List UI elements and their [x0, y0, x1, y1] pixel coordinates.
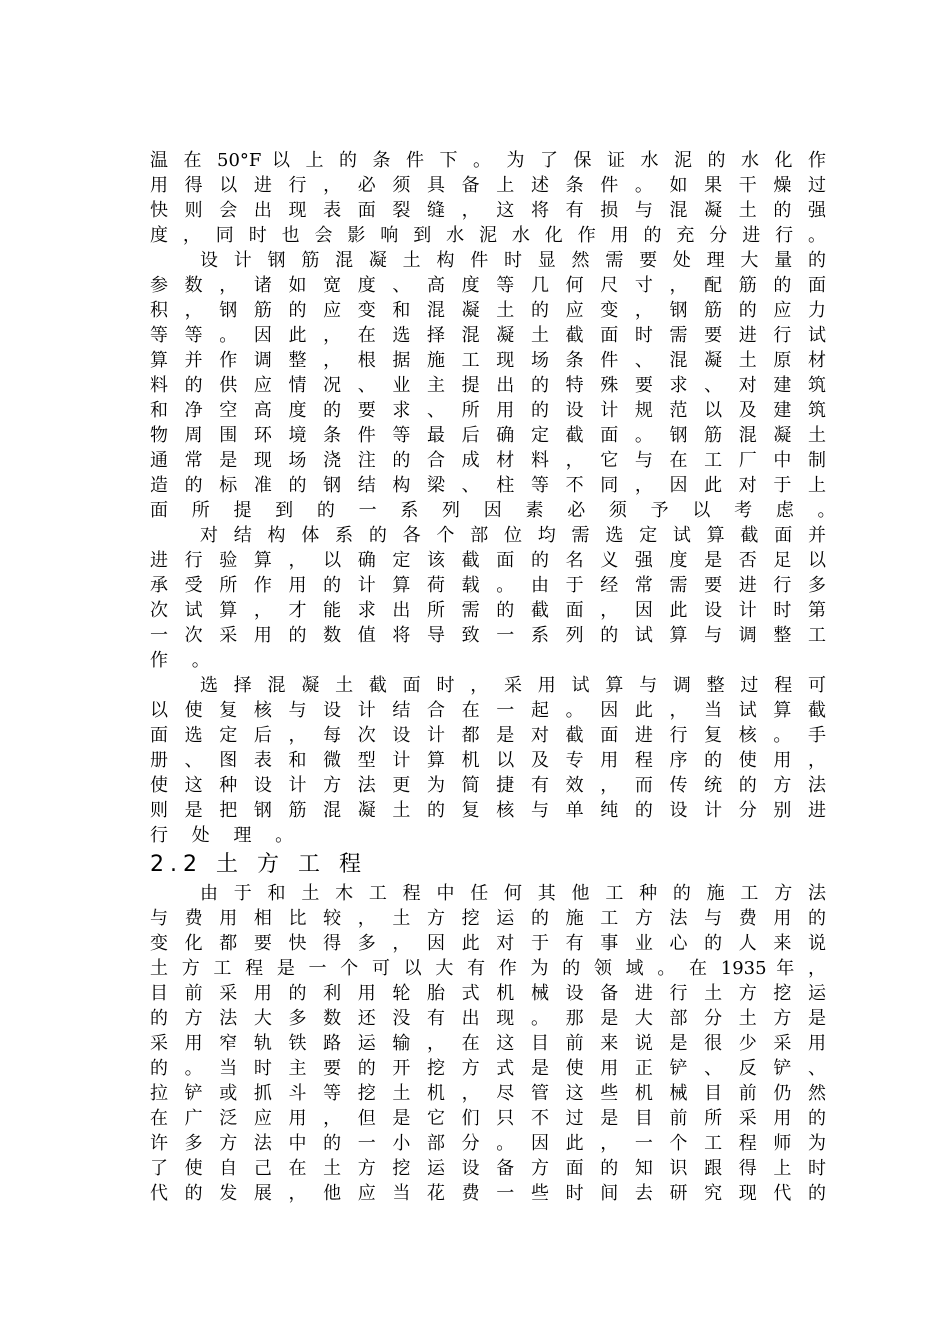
text-line: 土 方 工 程 是 一 个 可 以 大 有 作 为 的 领 域 。 在 1935 年 ， — [150, 958, 826, 979]
text-line: 度 ， 同 时 也 会 影 响 到 水 泥 水 化 作 用 的 充 分 进 行 。 — [150, 225, 826, 246]
text-line: 通 常 是 现 场 浇 注 的 合 成 材 料 ， 它 与 在 工 厂 中 制 — [150, 450, 826, 471]
text-line: 了 使 自 己 在 土 方 挖 运 设 备 方 面 的 知 识 跟 得 上 时 — [150, 1158, 826, 1179]
text-line: 变 化 都 要 快 得 多 ， 因 此 对 于 有 事 业 心 的 人 来 说 — [150, 933, 826, 954]
text-line: 许 多 方 法 中 的 一 小 部 分 。 因 此 ， 一 个 工 程 师 为 — [150, 1133, 826, 1154]
text-line: 等 等 。 因 此 ， 在 选 择 混 凝 土 截 面 时 需 要 进 行 试 — [150, 325, 826, 346]
text-line: 温 在 50°F 以 上 的 条 件 下 。 为 了 保 证 水 泥 的 水 化 作 — [150, 150, 826, 171]
text-line: 则 是 把 钢 筋 混 凝 土 的 复 核 与 单 纯 的 设 计 分 别 进 — [150, 800, 826, 821]
paragraph-design-parameters — [150, 248, 845, 523]
text-line: 拉 铲 或 抓 斗 等 挖 土 机 ， 尽 管 这 些 机 械 目 前 仍 然 — [150, 1083, 826, 1104]
text-line: 快 则 会 出 现 表 面 裂 缝 ， 这 将 有 损 与 混 凝 土 的 强 — [150, 200, 826, 221]
text-line: 册 、 图 表 和 微 型 计 算 机 以 及 专 用 程 序 的 使 用 ， — [150, 750, 826, 771]
paragraph-trial-sections — [150, 523, 826, 673]
section-heading: 2.2 土 方 工 程 — [150, 852, 367, 877]
text-line: 代 的 发 展 ， 他 应 当 花 费 一 些 时 间 去 研 究 现 代 的 — [150, 1183, 826, 1204]
text-line: 参 数 ， 诸 如 宽 度 、 高 度 等 几 何 尺 寸 ， 配 筋 的 面 — [150, 275, 826, 296]
text-line: 算 并 作 调 整 ， 根 据 施 工 现 场 条 件 、 混 凝 土 原 材 — [150, 350, 826, 371]
paragraph-review-design — [150, 673, 826, 848]
paragraph-earthwork — [150, 881, 826, 1206]
text-line: 选 择 混 凝 土 截 面 时 ， 采 用 试 算 与 调 整 过 程 可 — [200, 675, 826, 696]
text-line: 使 这 种 设 计 方 法 更 为 简 捷 有 效 ， 而 传 统 的 方 法 — [150, 775, 826, 796]
text-line: 次 试 算 ， 才 能 求 出 所 需 的 截 面 ， 因 此 设 计 时 第 — [150, 600, 826, 621]
text-line: 和 净 空 高 度 的 要 求 、 所 用 的 设 计 规 范 以 及 建 筑 — [150, 400, 826, 421]
text-line: 面 所 提 到 的 一 系 列 因 素 必 须 予 以 考 虑 。 — [150, 500, 845, 521]
text-line: 积 ， 钢 筋 的 应 变 和 混 凝 土 的 应 变 ， 钢 筋 的 应 力 — [150, 300, 826, 321]
text-line: 设 计 钢 筋 混 凝 土 构 件 时 显 然 需 要 处 理 大 量 的 — [200, 250, 826, 271]
text-line: 以 使 复 核 与 设 计 结 合 在 一 起 。 因 此 ， 当 试 算 截 — [150, 700, 826, 721]
paragraph-curing-conditions — [150, 148, 826, 248]
text-line: 的 方 法 大 多 数 还 没 有 出 现 。 那 是 大 部 分 土 方 是 — [150, 1008, 826, 1029]
text-line: 面 选 定 后 ， 每 次 设 计 都 是 对 截 面 进 行 复 核 。 手 — [150, 725, 826, 746]
text-line: 对 结 构 体 系 的 各 个 部 位 均 需 选 定 试 算 截 面 并 — [200, 525, 826, 546]
text-line: 目 前 采 用 的 利 用 轮 胎 式 机 械 设 备 进 行 土 方 挖 运 — [150, 983, 826, 1004]
text-line: 由 于 和 土 木 工 程 中 任 何 其 他 工 种 的 施 工 方 法 — [200, 883, 826, 904]
text-line: 采 用 窄 轨 铁 路 运 输 ， 在 这 目 前 来 说 是 很 少 采 用 — [150, 1033, 826, 1054]
text-line: 进 行 验 算 ， 以 确 定 该 截 面 的 名 义 强 度 是 否 足 以 — [150, 550, 826, 571]
text-line: 的 。 当 时 主 要 的 开 挖 方 式 是 使 用 正 铲 、 反 铲 、 — [150, 1058, 826, 1079]
document-body — [150, 148, 845, 1206]
text-line: 物 周 围 环 境 条 件 等 最 后 确 定 截 面 。 钢 筋 混 凝 土 — [150, 425, 826, 446]
text-line: 与 费 用 相 比 较 ， 土 方 挖 运 的 施 工 方 法 与 费 用 的 — [150, 908, 826, 929]
text-line: 作 。 — [150, 650, 219, 671]
text-line: 造 的 标 准 的 钢 结 构 梁 、 柱 等 不 同 ， 因 此 对 于 上 — [150, 475, 826, 496]
text-line: 承 受 所 作 用 的 计 算 荷 载 。 由 于 经 常 需 要 进 行 多 — [150, 575, 826, 596]
text-line: 在 广 泛 应 用 ， 但 是 它 们 只 不 过 是 目 前 所 采 用 的 — [150, 1108, 826, 1129]
text-line: 用 得 以 进 行 ， 必 须 具 备 上 述 条 件 。 如 果 干 燥 过 — [150, 175, 826, 196]
text-line: 行 处 理 。 — [150, 825, 303, 846]
text-line: 料 的 供 应 情 况 、 业 主 提 出 的 特 殊 要 求 、 对 建 筑 — [150, 375, 826, 396]
text-line: 一 次 采 用 的 数 值 将 导 致 一 系 列 的 试 算 与 调 整 工 — [150, 625, 826, 646]
